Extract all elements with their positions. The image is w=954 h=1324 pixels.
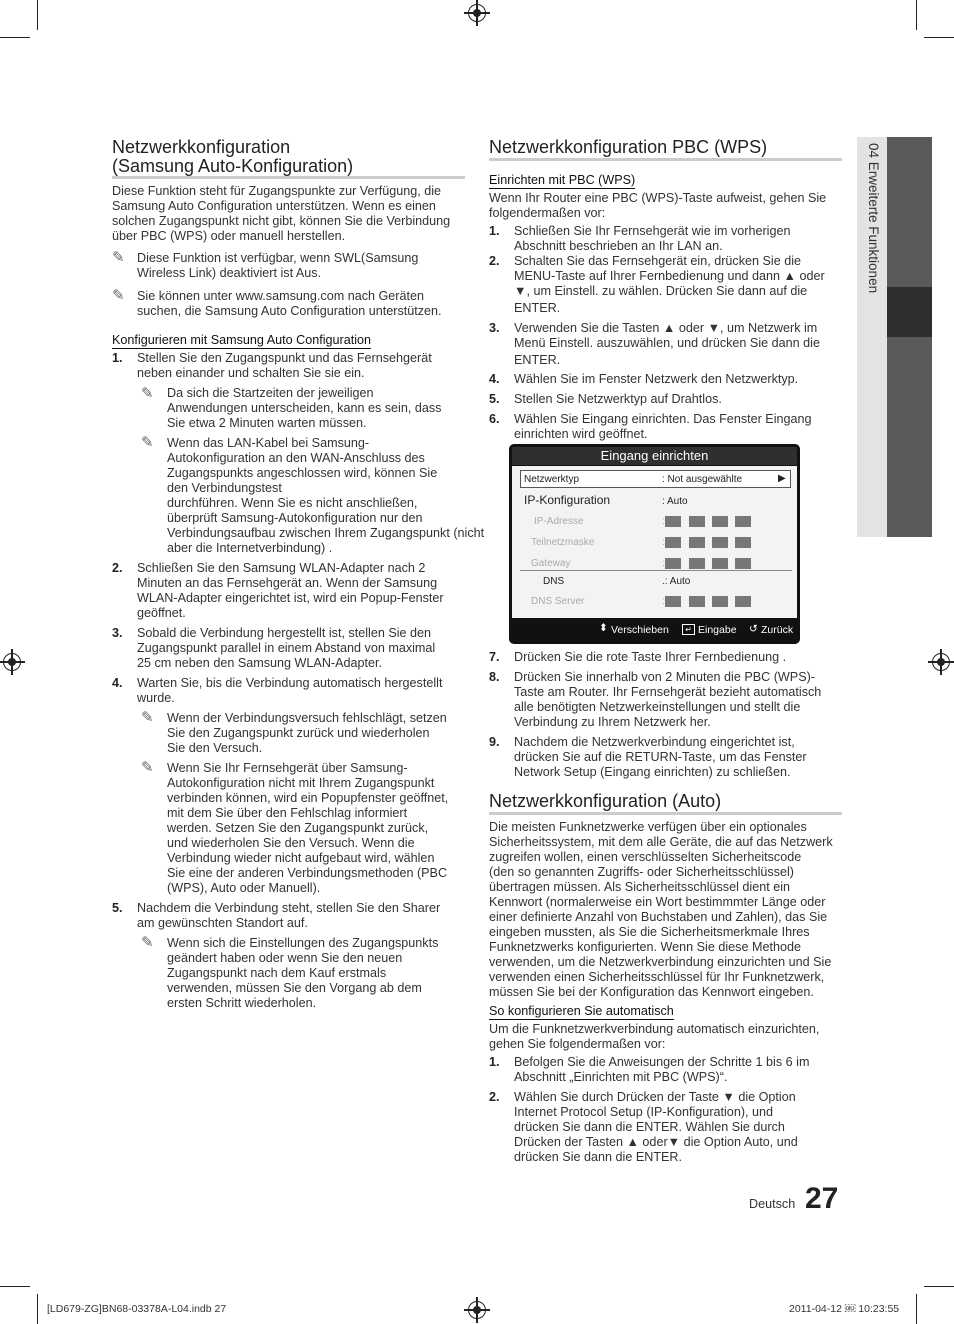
address-box[interactable]	[712, 537, 728, 548]
step-number: 6.	[489, 412, 500, 426]
step-text: Stellen Sie den Zugangspunkt und das Fernsehgerät neben einander und schalten Sie sie ein.	[137, 351, 432, 380]
step-text: Schalten Sie das Fernsehgerät ein, drücken Sie die MENU-Taste auf Ihrer Fernbedienung und dann ▲ oder ▼, um Einstell. zu wählen. Drücken Sie dann auf die ENTER.	[514, 254, 825, 315]
title-rule	[112, 176, 465, 179]
step-number: 2.	[489, 1090, 500, 1104]
step-number: 5.	[489, 392, 500, 406]
field-value: .: Auto	[662, 576, 691, 587]
note: Diese Funktion ist verfügbar, wenn SWL(Samsung Wireless Link) deaktiviert ist Aus.	[137, 251, 419, 280]
note: Wenn der Verbindungsversuch fehlschlägt, setzen Sie den Zugangspunkt zurück und wiederholen Sie den Versuch.	[167, 711, 447, 755]
step-text: Sobald die Verbindung hergestellt ist, stellen Sie den Zugangspunkt parallel in einem Abstand von maximal 25 cm neben den Samsung WLAN-Adapter.	[137, 626, 436, 670]
address-box[interactable]	[689, 516, 705, 527]
dialog-footer	[512, 619, 797, 641]
enter-hint: Eingabe	[698, 624, 737, 636]
back-hint: Zurück	[761, 624, 794, 636]
chapter-label: 04 Erweiterte Funktionen	[866, 143, 881, 294]
field-value: :	[662, 596, 665, 607]
note-pencil-icon: ✎	[112, 249, 125, 266]
move-hint: Verschieben	[611, 624, 669, 636]
crop-mark	[924, 1286, 954, 1287]
subheading: Konfigurieren mit Samsung Auto Configuration	[112, 333, 372, 347]
address-box[interactable]	[735, 516, 751, 527]
step-text: Schließen Sie Ihr Fernsehgerät wie im vorherigen Abschnitt beschrieben an Ihr LAN an.	[514, 224, 791, 253]
step-number: 1.	[112, 351, 123, 365]
step-text: Wählen Sie im Fenster Netzwerk den Netzwerktyp.	[514, 372, 799, 386]
intro-paragraph: Diese Funktion steht für Zugangspunkte zur Verfügung, die Samsung Auto Configuration unterstützen. Wenn es einen solchen Zugangspunkt nicht gibt, können Sie die Verbindung über PBC (WPS) oder manuell herstellen.	[112, 184, 451, 243]
dialog-title: Eingang einrichten	[512, 447, 797, 465]
step-number: 8.	[489, 670, 500, 684]
field-label: Gateway	[531, 558, 571, 569]
step-number: 4.	[112, 676, 123, 690]
eingang-einrichten-dialog	[509, 444, 800, 644]
step-text: Stellen Sie Netzwerktyp auf Drahtlos.	[514, 392, 722, 406]
print-date: 2011-04-12 ￼ 10:23:55	[789, 1303, 900, 1315]
address-box[interactable]	[712, 596, 728, 607]
field-value: : Auto	[662, 496, 688, 507]
language-label: Deutsch	[749, 1197, 796, 1211]
registration-mark-icon	[468, 1301, 486, 1319]
address-box[interactable]	[735, 558, 751, 569]
note: Da sich die Startzeiten der jeweiligen Anwendungen unterscheiden, kann es sein, dass Sie etwa 2 Minuten warten müssen.	[167, 386, 442, 430]
field-label: Netzwerktyp	[524, 474, 580, 485]
registration-mark-icon	[3, 653, 21, 671]
address-box[interactable]	[665, 537, 681, 548]
field-label: IP-Konfiguration	[524, 493, 611, 507]
note: Wenn sich die Einstellungen des Zugangspunkts geändert haben oder wenn Sie den neuen Zugangspunkt nach dem Kauf erstmals verwenden, müssen Sie den Vorgang ab dem ersten Schritt wiederholen.	[167, 936, 439, 1010]
step-text: Drücken Sie innerhalb von 2 Minuten die PBC (WPS)- Taste am Router. Ihr Fernsehgerät bezieht automatisch alle benötigten Netzwerkeinstellungen und stellt die Verbindung zu Ihrem Netzwerk her.	[514, 670, 822, 729]
step-text: Warten Sie, bis die Verbindung automatisch hergestellt wurde.	[137, 676, 443, 705]
crop-mark	[916, 0, 917, 30]
registration-mark-icon	[932, 653, 950, 671]
address-box[interactable]	[665, 558, 681, 569]
note-pencil-icon: ✎	[141, 385, 154, 402]
step-number: 9.	[489, 735, 500, 749]
step-text: Wählen Sie durch Drücken der Taste ▼ die Option Internet Protocol Setup (IP-Konfiguration), und drücken Sie dann die ENTER. Wählen Sie durch Drücken der Tasten ▲ oder▼ die Option Auto, und drücken Sie dann die ENTER.	[514, 1090, 798, 1164]
step-text: Drücken Sie die rote Taste Ihrer Fernbedienung .	[514, 650, 787, 664]
registration-mark-icon	[468, 4, 486, 22]
enter-icon: ↵	[682, 624, 695, 635]
field-value: :	[662, 537, 665, 548]
step-number: 3.	[489, 321, 500, 335]
page-number: 27	[805, 1182, 839, 1215]
step-text: Nachdem die Netzwerkverbindung eingerichtet ist, drücken Sie auf die RETURN-Taste, um das Fenster Network Setup (Eingang einrichten) zu schließen.	[514, 735, 807, 779]
note-pencil-icon: ✎	[141, 709, 154, 726]
section-title-auto-config: Netzwerkkonfiguration (Samsung Auto-Konfiguration)	[112, 137, 354, 176]
arrow-right-icon: ▶	[778, 473, 786, 484]
address-box[interactable]	[689, 596, 705, 607]
crop-mark	[916, 1294, 917, 1324]
address-box[interactable]	[735, 596, 751, 607]
subheading: Einrichten mit PBC (WPS)	[489, 173, 636, 187]
step-text: Verwenden Sie die Tasten ▲ oder ▼, um Netzwerk im Menü Einstell. auszuwählen, und drücken Sie dann die ENTER.	[514, 321, 820, 367]
step-number: 2.	[112, 561, 123, 575]
crop-mark	[0, 37, 30, 38]
step-text: Nachdem die Verbindung steht, stellen Sie den Sharer am gewünschten Standort auf.	[137, 901, 441, 930]
step-text: Schließen Sie den Samsung WLAN-Adapter nach 2 Minuten an das Fernsehgerät an. Wenn der Samsung WLAN-Adapter eingerichtet ist, wird ein Popup-Fenster geöffnet.	[137, 561, 444, 620]
address-box[interactable]	[712, 516, 728, 527]
note-pencil-icon: ✎	[141, 434, 154, 451]
intro-paragraph: Die meisten Funknetzwerke verfügen über ein optionales Sicherheitssystem, mit dem alle Geräte, die auf das Netzwerk zugreifen wollen, einen verschlüsselten Sicherheitscode (den so genannten Zugriffs- oder Sicherheitsschlüssel) übertragen müssen. Als Sicherheitsschlüssel dient ein Kennwort (normalerweise ein Wort bestimmmter Länge oder einer definierte Anzahl von Buchstaben und Zahlen), das Sie eingeben mussten, als Sie die Sicherheitsmerkmale Ihres Funknetzwerks konfigurierten. Wenn Sie diese Methode verwenden, um die Netzwerkverbindung einzurichten und Sie verwenden einen Sicherheitsschlüssel für Ihr Funknetzwerk, müssen Sie bei der Konfiguration das Kennwort eingeben.	[489, 820, 833, 999]
subheading: So konfigurieren Sie automatisch	[489, 1004, 674, 1018]
crop-mark	[924, 37, 954, 38]
section-title-auto: Netzwerkkonfiguration (Auto)	[489, 791, 722, 811]
intro-paragraph: Um die Funknetzwerkverbindung automatisch einzurichten, gehen Sie folgendermaßen vor:	[489, 1022, 820, 1051]
note: Wenn das LAN-Kabel bei Samsung- Autokonfiguration an den WAN-Anschluss des Zugangspunkts angeschlossen wird, können Sie den Verbindungstest durchführen. Wenn Sie es nicht anschließen, überprüft Samsung-Autokonfiguration nur den Verbindungsaufbau zwischen Ihrem Zugangspunkt (nicht aber die Internetverbindung) .	[167, 436, 485, 555]
field-label: Teilnetzmaske	[531, 537, 595, 548]
address-box[interactable]	[665, 516, 681, 527]
up-down-icon: ⬍	[599, 622, 608, 634]
step-number: 1.	[489, 224, 500, 238]
title-rule	[489, 812, 842, 815]
note-pencil-icon: ✎	[141, 759, 154, 776]
note-pencil-icon: ✎	[112, 287, 125, 304]
chapter-side-tab	[857, 137, 932, 537]
step-number: 2.	[489, 254, 500, 268]
field-value: :	[662, 516, 665, 527]
field-value: : Not ausgewählte	[662, 474, 743, 485]
title-rule	[489, 158, 842, 161]
address-box[interactable]	[689, 537, 705, 548]
field-value: :	[662, 558, 665, 569]
field-label: DNS	[543, 576, 565, 587]
file-info: [LD679-ZG]BN68-03378A-L04.indb 27	[47, 1303, 227, 1315]
crop-mark	[37, 1294, 38, 1324]
step-number: 1.	[489, 1055, 500, 1069]
address-box[interactable]	[665, 596, 681, 607]
note: Wenn Sie Ihr Fernsehgerät über Samsung- Autokonfiguration nicht mit Ihrem Zugangspunkt verbinden können, wird ein Popupfenster geöffnet, mit dem Sie über den Fehlschlag informiert werden. Setzen Sie den Zugangspunkt zurück, und wiederholen Sie den Versuch. Wenn die Verbindung wieder nicht aufgebaut wird, wählen Sie eine der anderen Verbindungsmethoden (PBC (WPS), Auto oder Manuell).	[167, 761, 449, 895]
divider	[520, 570, 792, 571]
section-title-pbc: Netzwerkkonfiguration PBC (WPS)	[489, 137, 768, 157]
address-box[interactable]	[689, 558, 705, 569]
step-text: Wählen Sie Eingang einrichten. Das Fenster Eingang einrichten wird geöffnet.	[514, 412, 812, 441]
field-label: IP-Adresse	[534, 516, 584, 527]
note-pencil-icon: ✎	[141, 934, 154, 951]
crop-mark	[0, 1286, 30, 1287]
return-icon: ↺	[749, 623, 758, 635]
address-box[interactable]	[735, 537, 751, 548]
crop-mark	[37, 0, 38, 30]
step-number: 7.	[489, 650, 500, 664]
field-label: DNS Server	[531, 596, 585, 607]
step-number: 3.	[112, 626, 123, 640]
step-number: 4.	[489, 372, 500, 386]
step-number: 5.	[112, 901, 123, 915]
intro-paragraph: Wenn Ihr Router eine PBC (WPS)-Taste aufweist, gehen Sie folgendermaßen vor:	[489, 191, 827, 220]
address-box[interactable]	[712, 558, 728, 569]
note: Sie können unter www.samsung.com nach Geräten suchen, die Samsung Auto Configuration unterstützen.	[137, 289, 442, 318]
step-text: Befolgen Sie die Anweisungen der Schritte 1 bis 6 im Abschnitt „Einrichten mit PBC (WPS)“.	[514, 1055, 810, 1084]
